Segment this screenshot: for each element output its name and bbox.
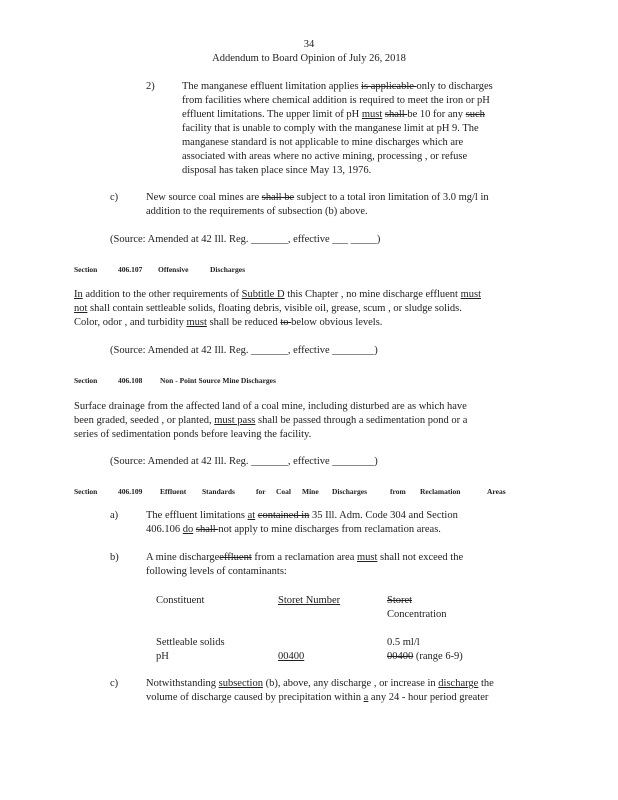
text-line: addition to the requirements of subsection (b) above. — [146, 206, 368, 217]
text-line: effluent limitations. The upper limit of pH must shall be 10 for any such — [182, 109, 485, 120]
text-line: been graded, seeded , or planted, must pass shall be passed through a sedimentation pond or a — [74, 415, 468, 426]
text-line: The manganese effluent limitation applies is applicable only to discharges — [182, 81, 493, 92]
struck-text: shall be — [261, 192, 295, 203]
text-line: 406.106 do shall not apply to mine discharges from reclamation areas. — [146, 524, 441, 535]
text-line: manganese standard is not applicable to mine discharges which are — [182, 137, 464, 148]
list-marker: 2) — [146, 81, 155, 92]
table-cell: 00400 (range 6-9) — [387, 651, 463, 662]
section-heading: Section 406.109 Effluent Standards for Coal Mine Discharges from Reclamation Areas — [74, 487, 506, 496]
struck-text: is applicable — [361, 81, 417, 92]
list-marker: c) — [110, 192, 119, 203]
column-header-constituent: Constituent — [156, 595, 205, 606]
text-line: not shall contain settleable solids, floating debris, visible oil, grease, scum , or sludge solids. — [74, 303, 462, 314]
text-line: Notwithstanding subsection (b), above, any discharge , or increase in discharge the — [146, 678, 494, 689]
text-line: associated with areas where no active mining, processing , or refuse — [182, 151, 468, 162]
text-line: New source coal mines are shall be subject to a total iron limitation of 3.0 mg/l in — [146, 192, 489, 203]
page-title: Addendum to Board Opinion of July 26, 2018 — [212, 53, 406, 64]
underlined-text: must — [361, 109, 383, 120]
text-line: following levels of contaminants: — [146, 566, 287, 577]
text-line: disposal has taken place since May 13, 1976. — [182, 165, 372, 176]
page-number: 34 — [303, 39, 315, 50]
table-cell: 0.5 ml/l — [387, 637, 420, 648]
struck-text: shall — [384, 109, 408, 120]
list-marker: a) — [110, 510, 119, 521]
table-cell: 00400 — [278, 651, 305, 662]
column-header-concentration: Concentration — [387, 609, 447, 620]
text-line: A mine dischargeeffluent from a reclamation area must shall not exceed the — [146, 552, 464, 563]
struck-text: such — [465, 109, 485, 120]
column-header-storet: Storet — [387, 595, 413, 606]
column-header-storet-number: Storet Number — [278, 595, 341, 606]
list-marker: b) — [110, 552, 119, 563]
text-line: The effluent limitations at contained in 35 Ill. Adm. Code 304 and Section — [146, 510, 458, 521]
text-line: facility that is unable to comply with the manganese limit at pH 9. The — [182, 123, 479, 134]
text-line: volume of discharge caused by precipitation within a any 24 - hour period greater — [146, 692, 489, 703]
text-line: series of sedimentation ponds before leaving the facility. — [74, 429, 312, 440]
text-line: from facilities where chemical addition is required to meet the iron or pH — [182, 95, 490, 106]
list-marker: c) — [110, 678, 119, 689]
source-note: (Source: Amended at 42 Ill. Reg. _______, effective ___ _____) — [110, 234, 381, 245]
table-cell: pH — [156, 651, 169, 662]
table-cell: Settleable solids — [156, 637, 225, 648]
section-heading: Section 406.107 Offensive Discharges — [74, 265, 245, 274]
text-line: Color, odor , and turbidity must shall be reduced to below obvious levels. — [74, 317, 383, 328]
source-note: (Source: Amended at 42 Ill. Reg. _______, effective ________) — [110, 345, 378, 356]
text-line: In addition to the other requirements of Subtitle D this Chapter , no mine discharge effluent must — [74, 289, 482, 300]
source-note: (Source: Amended at 42 Ill. Reg. _______, effective ________) — [110, 456, 378, 467]
text-line: Surface drainage from the affected land of a coal mine, including disturbed are as which have — [74, 401, 467, 412]
